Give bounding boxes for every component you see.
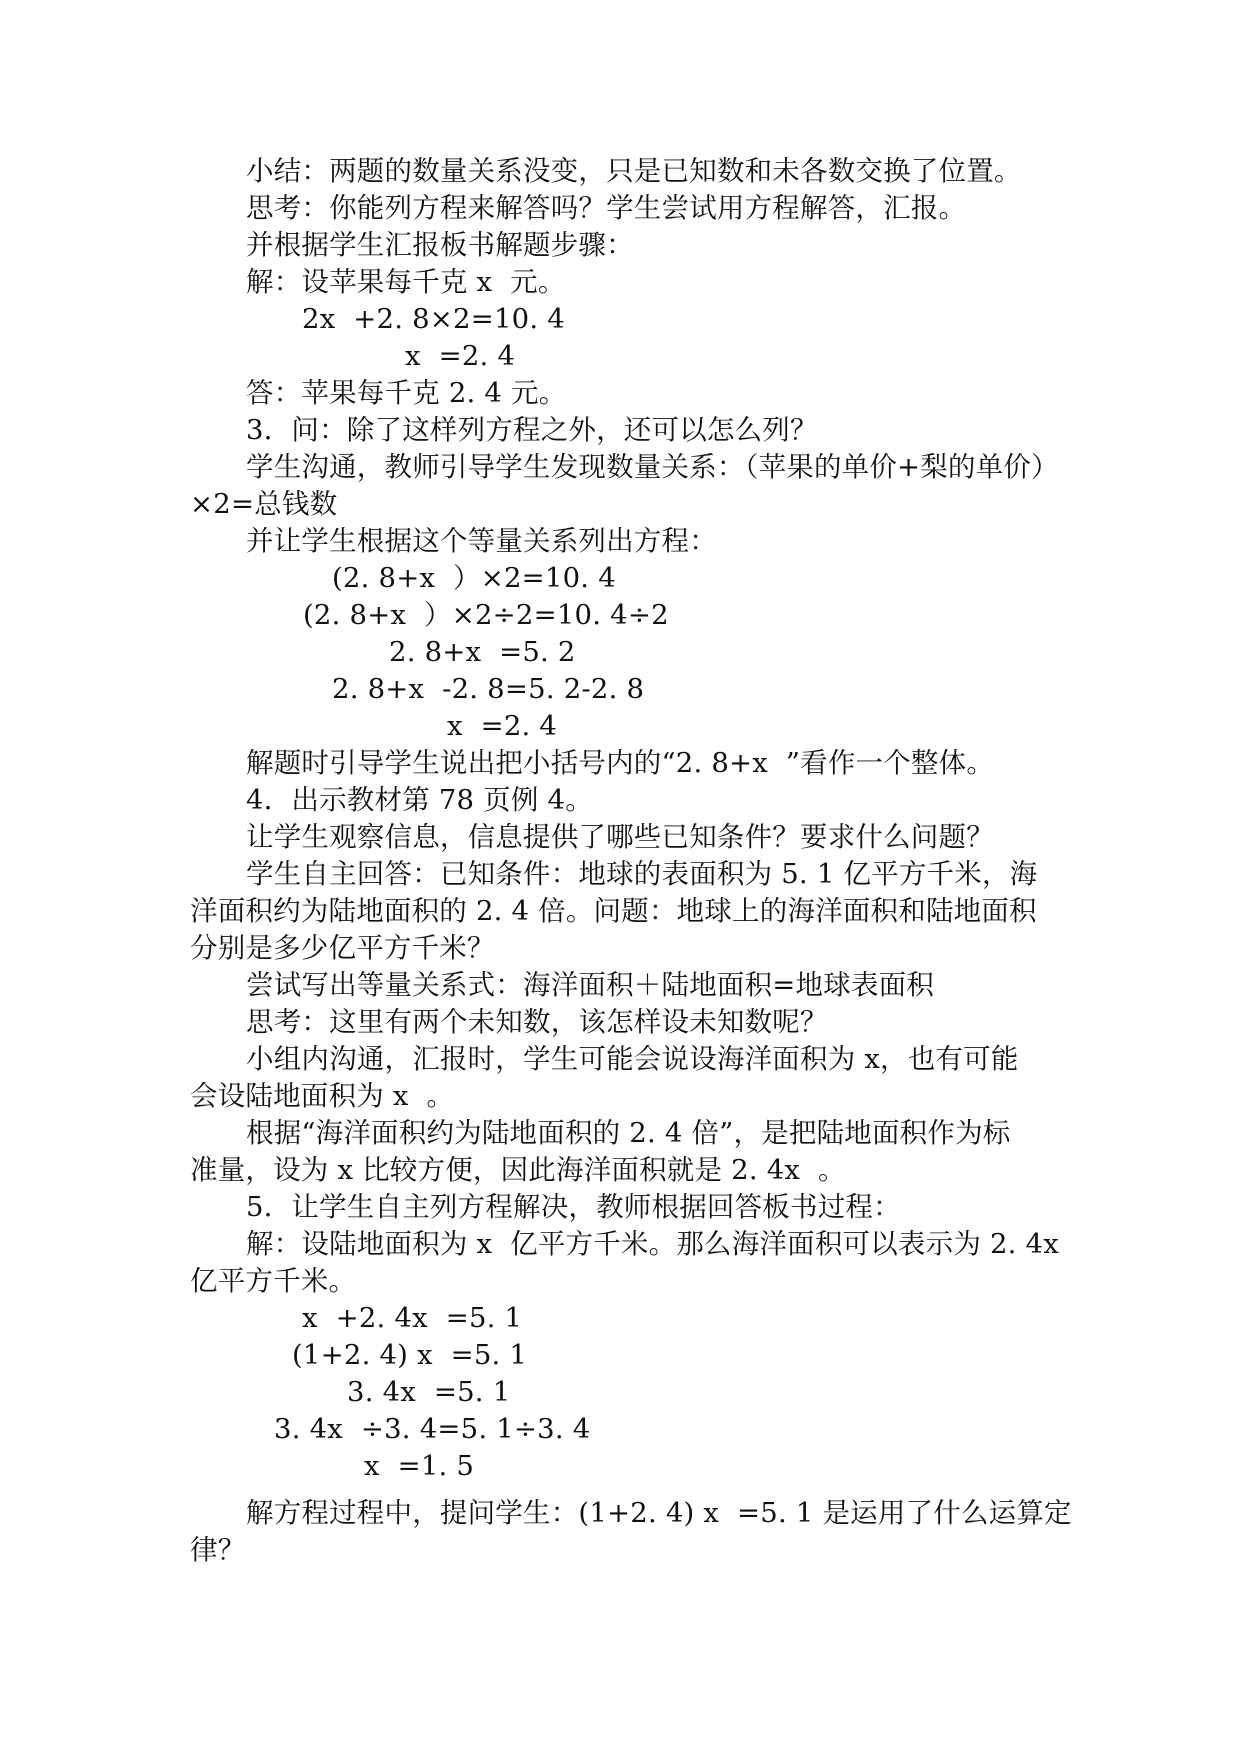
equation-line: 3. 4x =5. 1: [347, 1376, 511, 1408]
text-line: 思考：你能列方程来解答吗？学生尝试用方程解答，汇报。: [246, 192, 967, 224]
text-line: 解方程过程中，提问学生：(1+2. 4) x =5. 1 是运用了什么运算定: [246, 1497, 1072, 1529]
equation-line: 3. 4x ÷3. 4=5. 1÷3. 4: [274, 1413, 591, 1445]
text-line: 解：设苹果每千克 x 元。: [246, 266, 566, 298]
equation-line: x =1. 5: [364, 1450, 475, 1482]
text-line: 5．让学生自主列方程解决，教师根据回答板书过程：: [246, 1191, 901, 1223]
text-line: 小组内沟通，汇报时，学生可能会说设海洋面积为 x，也有可能: [246, 1043, 1019, 1075]
text-line: 根据“海洋面积约为陆地面积的 2. 4 倍”，是把陆地面积作为标: [246, 1117, 1011, 1149]
equation-line: (1+2. 4) x =5. 1: [292, 1339, 528, 1371]
text-line: 律？: [190, 1534, 246, 1566]
equation-line: x =2. 4: [447, 710, 558, 742]
text-line: 洋面积约为陆地面积的 2. 4 倍。问题：地球上的海洋面积和陆地面积: [190, 895, 1037, 927]
text-line: 并让学生根据这个等量关系列出方程：: [246, 525, 717, 557]
text-line: 4．出示教材第 78 页例 4。: [246, 784, 593, 816]
text-line: 会设陆地面积为 x 。: [190, 1080, 455, 1112]
text-line: 小结：两题的数量关系没变，只是已知数和未各数交换了位置。: [246, 155, 1022, 187]
text-line: 答：苹果每千克 2. 4 元。: [246, 377, 567, 409]
text-line: 准量，设为 x 比较方便，因此海洋面积就是 2. 4x 。: [190, 1154, 846, 1186]
text-line: 分别是多少亿平方千米？: [190, 932, 495, 964]
equation-line: 2. 8+x -2. 8=5. 2-2. 8: [332, 673, 645, 705]
equation-line: (2. 8+x ）×2÷2=10. 4÷2: [303, 599, 669, 631]
text-line: 解题时引导学生说出把小括号内的“2. 8+x ”看作一个整体。: [246, 747, 995, 779]
equation-line: (2. 8+x ）×2=10. 4: [332, 562, 616, 594]
text-line: 解：设陆地面积为 x 亿平方千米。那么海洋面积可以表示为 2. 4x: [246, 1228, 1059, 1260]
text-line: 学生沟通，教师引导学生发现数量关系：（苹果的单价+梨的单价）: [246, 451, 1059, 483]
text-line: 让学生观察信息，信息提供了哪些已知条件？要求什么问题？: [246, 821, 994, 853]
text-line: 学生自主回答：已知条件：地球的表面积为 5. 1 亿平方千米，海: [246, 858, 1038, 890]
text-line: ×2=总钱数: [190, 488, 338, 520]
text-line: 思考：这里有两个未知数，该怎样设未知数呢？: [246, 1006, 828, 1038]
text-line: 并根据学生汇报板书解题步骤：: [246, 229, 634, 261]
equation-line: 2x +2. 8×2=10. 4: [302, 303, 565, 335]
equation-line: 2. 8+x =5. 2: [389, 636, 576, 668]
text-line: 尝试写出等量关系式：海洋面积＋陆地面积=地球表面积: [246, 969, 935, 1001]
equation-line: x +2. 4x =5. 1: [302, 1302, 523, 1334]
equation-line: x =2. 4: [405, 340, 516, 372]
text-line: 3．问：除了这样列方程之外，还可以怎么列？: [246, 414, 818, 446]
text-line: 亿平方千米。: [190, 1265, 357, 1297]
